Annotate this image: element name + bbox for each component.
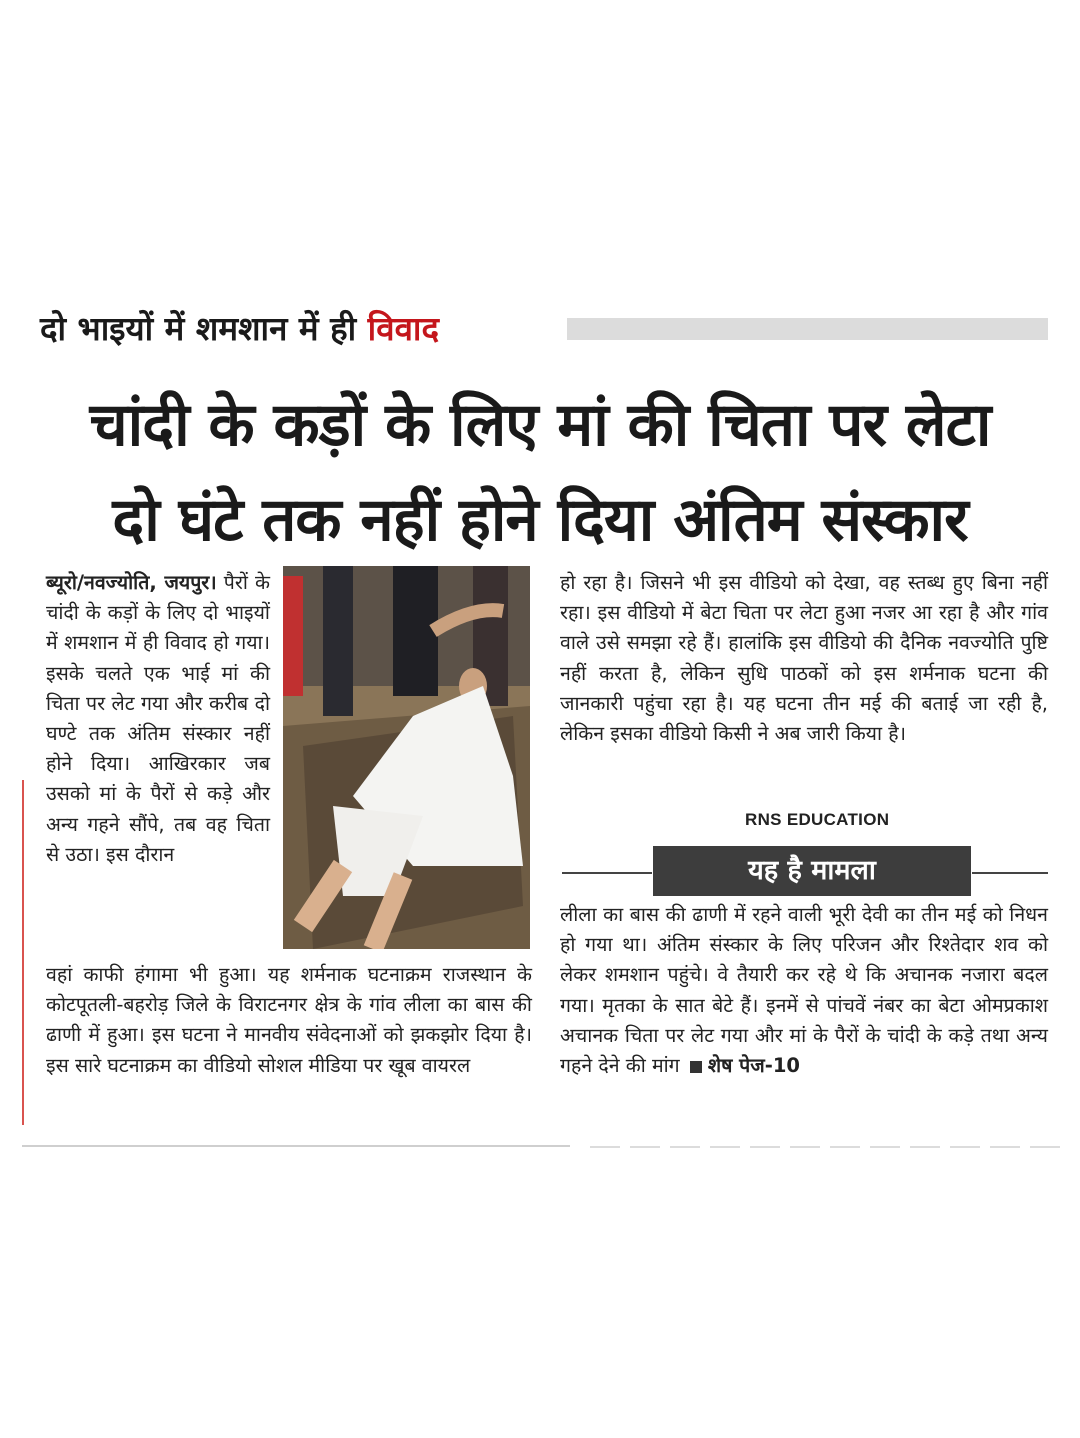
subhead: यह है मामला [653,846,971,896]
continued-label: शेष पेज-10 [707,1054,800,1078]
right-column-top [560,568,1048,749]
kicker-accent: विवाद [367,309,439,348]
kicker-rule [567,318,1048,340]
subhead-rule-right [972,872,1048,874]
left-bottom-text: वहां काफी हंगामा भी हुआ। यह शर्मनाक घटनाक्रम राजस्थान के कोटपूतली-बहरोड़ जिले के विराटनगर क्षेत्र के गांव लीला का बास की ढाणी में हुआ। इस घटना ने मानवीय संवेदनाओं को झकझोर दिया है। इस सारे घटनाक्रम का वीडियो सोशल मीडिया पर खूब वायरल [46,963,532,1077]
headline-line-2: दो घंटे तक नहीं होने दिया अंतिम संस्कार [112,485,968,555]
left-column-top [46,568,270,870]
bottom-rule-dashed [590,1146,1060,1148]
right-bottom-text: लीला का बास की ढाणी में रहने वाली भूरी देवी का तीन मई को निधन हो गया था। अंतिम संस्कार के लिए परिजन और रिश्तेदार शव को लेकर शमशान पहुंचे। वे तैयारी कर रहे थे कि अचानक नजारा बदल गया। मृतका के सात बेटे हैं। इनमें से पांचवें नंबर का बेटा ओमप्रकाश अचानक चिता पर लेट गया और मां के पैरों के चांदी के कड़े तथा अन्य गहने देने की मांग [560,903,1048,1078]
kicker-text: दो भाइयों में शमशान में ही [40,309,357,348]
subhead-rule-left [562,872,652,874]
left-top-text: पैरों के चांदी के कड़ों के लिए दो भाइयों में शमशान में ही विवाद हो गया। इसके चलते एक भाई मां की चिता पर लेट गया और करीब दो घण्टे तक अंतिम संस्कार नहीं होने दिया। आखिरकार जब उसको मां के पैरों से कड़े और अन्य गहने सौंपे, तब वह चिता से उठा। इस दौरान [46,571,270,866]
watermark: RNS EDUCATION [745,810,890,829]
right-top-text: हो रहा है। जिसने भी इस वीडियो को देखा, वह स्तब्ध हुए बिना नहीं रहा। इस वीडियो में बेटा चिता पर लेटा हुआ नजर आ रहा है और गांव वाले उसे समझा रहे हैं। हालांकि इस वीडियो की दैनिक नवज्योति पुष्टि नहीं करता है, लेकिन सुधि पाठकों को इस शर्मनाक घटना की जानकारी पहुंचा रहा है। यह घटना तीन मई की बताई जा रही है, लेकिन इसका वीडियो किसी ने अब जारी किया है। [560,571,1048,746]
margin-bar [22,780,24,1125]
continued-square-icon [690,1061,702,1073]
right-column-bottom [560,900,1048,1081]
dateline: ब्यूरो/नवज्योति, जयपुर। [46,571,217,594]
bottom-rule [22,1145,570,1147]
kicker [40,306,439,352]
headline-line-1: चांदी के कड़ों के लिए मां की चिता पर लेटा [89,390,991,460]
left-column-bottom [46,960,532,1081]
news-photo [283,566,530,949]
